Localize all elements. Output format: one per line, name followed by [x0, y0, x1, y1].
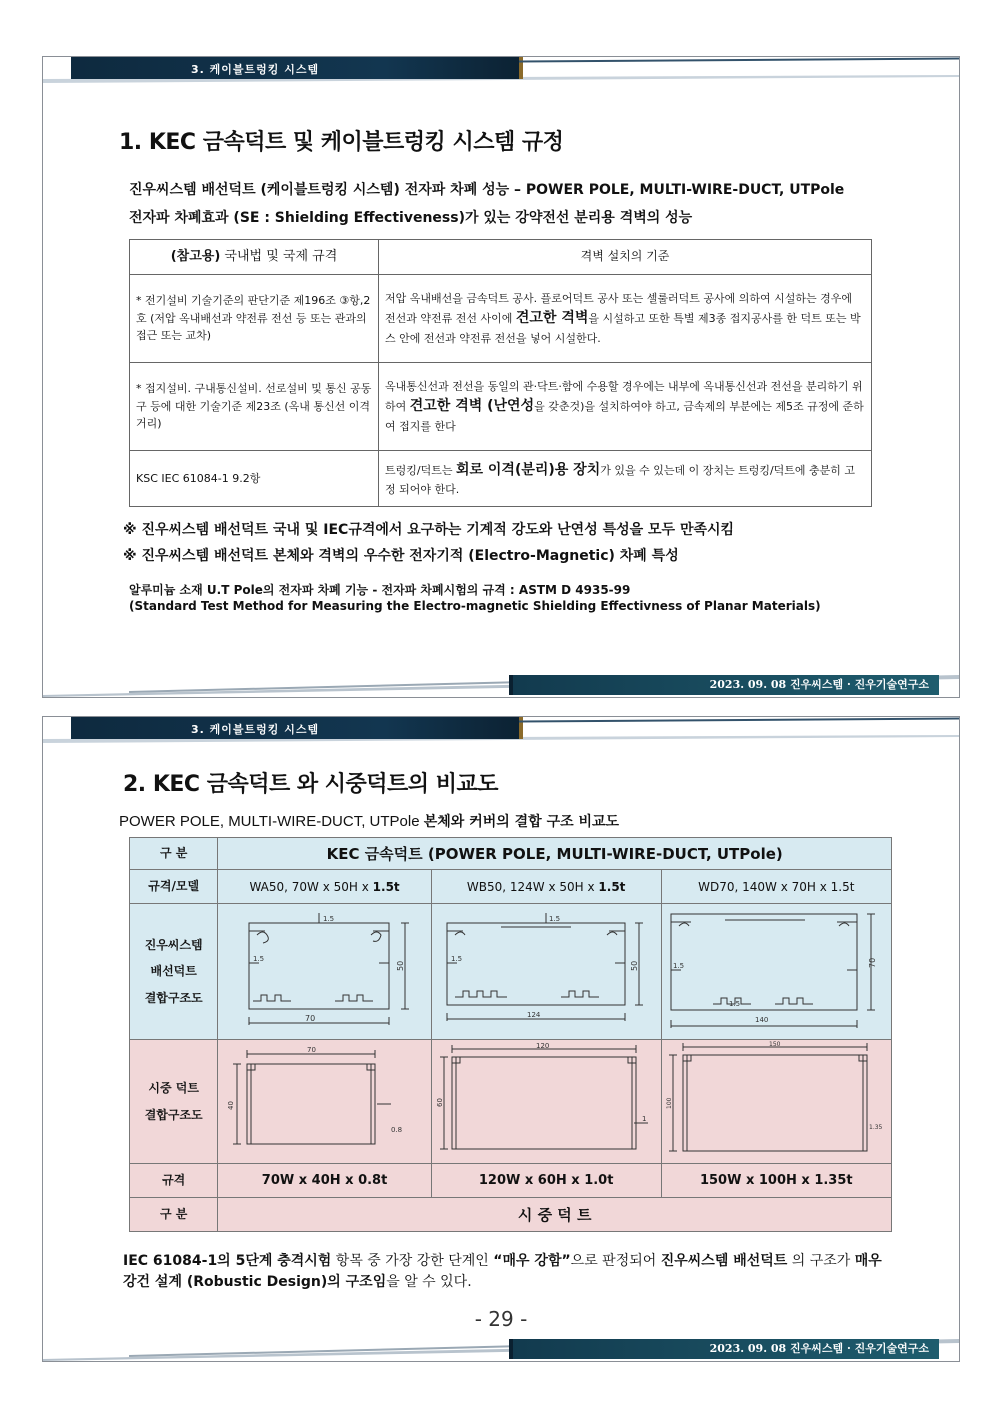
spec-cell: 120W x 60H x 1.0t: [431, 1164, 661, 1198]
thickness-label: 1: [642, 1114, 647, 1123]
width-label: 70: [304, 1013, 315, 1023]
intro-line-1: 진우씨스템 배선덕트 (케이블트렁킹 시스템) 전자파 차폐 성능 – POWER POLE, MULTI-WIRE-DUCT, UTPole: [129, 182, 845, 198]
width-label: 140: [755, 1015, 769, 1024]
thickness-label: 0.8: [390, 1125, 402, 1134]
table-row: [130, 904, 892, 1040]
page-title: 1. KEC 금속덕트 및 케이블트렁킹 시스템 규정: [119, 130, 564, 155]
height-label: 70: [868, 957, 878, 968]
thickness-label: 1.5: [252, 954, 264, 963]
height-label: 50: [630, 960, 640, 971]
market-duct-drawing-120: [438, 1043, 654, 1161]
model-cell: WB50, 124W x 50H x 1.5t: [431, 870, 661, 904]
table-row: [130, 838, 892, 870]
section-label: 3. 케이블트렁킹 시스템: [191, 63, 320, 76]
thickness-label: 1.35: [869, 1123, 883, 1131]
page-number: - 29 -: [474, 1307, 528, 1331]
table-row: [130, 451, 872, 507]
intro-line-2: 전자파 차폐효과 (SE : Shielding Effectiveness)가 있는 강약전선 분리용 격벽의 성능: [129, 210, 693, 226]
thickness-label: 1.5: [729, 999, 741, 1008]
market-drawing-cell: [218, 1040, 431, 1164]
height-label: 50: [395, 960, 405, 971]
market-header: 시 중 덕 트: [218, 1198, 892, 1232]
criteria-cell: 저압 옥내배선을 금속덕트 공사. 플로어덕트 공사 또는 셀룰러덕트 공사에 의하여 시설하는 경우에 전선과 약전류 전선 사이에 견고한 격벽을 시설하고 또한 특별 제3종 접지공사를 한 덕트 또는 박스 안에 전선과 약전류 전선을 넣어 시설한다.: [379, 275, 872, 363]
conclusion: IEC 61084-1의 5단계 충격시험 항목 중 가장 강한 단계인 “매우 강함”으로 판정되어 진우씨스템 배선덕트 의 구조가 매우 강건 설계 (Robustic Design)의 구조임을 알 수 있다.: [123, 1253, 882, 1290]
thickness-label: 1.5: [322, 914, 334, 923]
criteria-cell: 옥내통신선과 전선을 동일의 관·닥트·함에 수용할 경우에는 내부에 옥내통신선과 전선을 분리하기 위하여 견고한 격벽 (난연성을 갖춘것)을 설치하여야 하고, 금속제의 부분에는 제5조 규정에 준하여 접지를 한다: [379, 363, 872, 451]
jinwoo-duct-drawing-wd70: [665, 910, 887, 1034]
note-2: ※ 진우씨스템 배선덕트 본체와 격벽의 우수한 전자기적 (Electro-Magnetic) 차폐 특성: [123, 548, 679, 564]
page-title: 2. KEC 금속덕트 와 시중덕트의 비교도: [123, 772, 498, 797]
spec-cell: 70W x 40H x 0.8t: [218, 1164, 431, 1198]
row-label: 진우씨스템 배선덕트 결합구조도: [130, 904, 218, 1040]
header-regulation: (참고용) 국내법 및 국제 규격: [130, 240, 379, 275]
comparison-table: [129, 837, 892, 1232]
jinwoo-duct-drawing-wb50: [441, 913, 651, 1031]
subtitle: POWER POLE, MULTI-WIRE-DUCT, UTPole 본체와 커버의 결합 구조 비교도: [119, 813, 620, 830]
footer: [43, 667, 959, 697]
table-header-row: [130, 240, 872, 275]
table-row: [130, 870, 892, 904]
footer-text: 2023. 09. 08 진우씨스템 · 진우기술연구소: [709, 1342, 929, 1355]
market-drawing-cell: [661, 1040, 891, 1164]
table-row: [130, 1164, 892, 1198]
regulation-cell: * 전기설비 기술기준의 판단기준 제196조 ③항,2호 (저압 옥내배선과 약전류 전선 등 또는 관과의 접근 또는 교차): [130, 275, 379, 363]
width-label: 150: [769, 1040, 781, 1048]
header-line: [519, 57, 959, 62]
header-line: [519, 717, 959, 722]
kec-header: KEC 금속덕트 (POWER POLE, MULTI-WIRE-DUCT, UTPole): [218, 838, 892, 870]
note-1: ※ 진우씨스템 배선덕트 국내 및 IEC규격에서 요구하는 기계적 강도와 난연성 특성을 모두 만족시킴: [123, 522, 735, 538]
row-label: 구 분: [130, 838, 218, 870]
table-row: [130, 275, 872, 363]
table-row: [130, 1198, 892, 1232]
width-label: 120: [536, 1041, 550, 1050]
slide-2: [42, 716, 960, 1362]
footer-text: 2023. 09. 08 진우씨스템 · 진우기술연구소: [709, 678, 929, 691]
thickness-label: 1.5: [673, 961, 685, 970]
astm-line-1: 알루미늄 소재 U.T Pole의 전자파 차폐 기능 - 전자파 차폐시험의 규격 : ASTM D 4935-99: [129, 583, 631, 597]
regulation-cell: * 접지설비. 구내통신설비. 선로설비 및 통신 공동구 등에 대한 기술기준 제23조 (옥내 통신선 이격 거리): [130, 363, 379, 451]
jinwoo-duct-drawing-wa50: [235, 913, 415, 1031]
width-label: 70: [306, 1045, 316, 1054]
model-cell: WD70, 140W x 70H x 1.5t: [661, 870, 891, 904]
slide-1: [42, 56, 960, 698]
thickness-label: 1.5: [451, 954, 463, 963]
market-duct-drawing-70: [227, 1044, 423, 1160]
table-row: [130, 363, 872, 451]
height-label: 40: [226, 1100, 235, 1110]
footer: [43, 1331, 959, 1361]
header-criteria: 격벽 설치의 기준: [379, 240, 872, 275]
regulation-table: [129, 239, 872, 507]
spec-cell: 150W x 100H x 1.35t: [661, 1164, 891, 1198]
market-duct-drawing-150: [665, 1040, 887, 1161]
regulation-cell: KSC IEC 61084-1 9.2항: [130, 451, 379, 507]
astm-line-2: (Standard Test Method for Measuring the Electro-magnetic Shielding Effectivness of Planar Materials): [129, 599, 821, 613]
row-label: 시중 덕트 결합구조도: [130, 1040, 218, 1164]
model-cell: WA50, 70W x 50H x 1.5t: [218, 870, 431, 904]
height-label: 60: [436, 1097, 445, 1107]
jinwoo-drawing-cell: [431, 904, 661, 1040]
market-drawing-cell: [431, 1040, 661, 1164]
jinwoo-drawing-cell: [661, 904, 891, 1040]
row-label: 구 분: [130, 1198, 218, 1232]
row-label: 규격/모델: [130, 870, 218, 904]
table-row: [130, 1040, 892, 1164]
thickness-label: 1.5: [549, 914, 561, 923]
row-label: 규격: [130, 1164, 218, 1198]
jinwoo-drawing-cell: [218, 904, 431, 1040]
height-label: 100: [666, 1097, 674, 1109]
criteria-cell: 트렁킹/덕트는 회로 이격(분리)용 장치가 있을 수 있는데 이 장치는 트렁킹/덕트에 충분히 고정 되어야 한다.: [379, 451, 872, 507]
section-label: 3. 케이블트렁킹 시스템: [191, 723, 320, 736]
width-label: 124: [527, 1010, 541, 1019]
